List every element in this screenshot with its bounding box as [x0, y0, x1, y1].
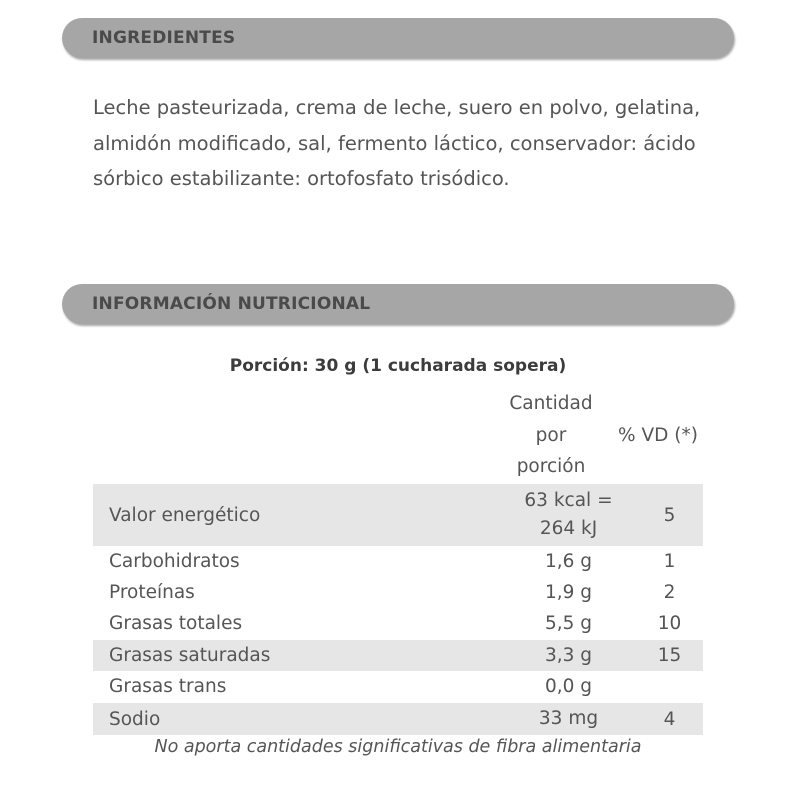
- nutrient-quantity: 0,0 g: [544, 675, 593, 697]
- table-row-saturated-fat: [93, 640, 703, 671]
- nutrient-name: Carbohidratos: [109, 551, 240, 572]
- nutrient-name: Proteínas: [109, 582, 195, 603]
- nutrient-quantity: 1,9 g: [544, 581, 593, 603]
- fiber-footnote: No aporta cantidades significativas de fibra alimentaria: [154, 737, 642, 757]
- table-row-sodium: [93, 703, 703, 735]
- table-row-trans-fat: [93, 671, 703, 702]
- column-header-daily-value: % VD (*): [618, 425, 698, 446]
- nutrient-quantity: 33 mg: [538, 708, 599, 729]
- nutrient-daily-value: 10: [657, 613, 682, 634]
- table-row-carbohydrates: [93, 546, 703, 577]
- column-header-quantity-line3: porción: [516, 456, 586, 477]
- nutrient-name: Grasas trans: [109, 676, 227, 697]
- column-header-quantity-line1: Cantidad: [509, 393, 593, 414]
- nutrient-name: Valor energético: [109, 504, 261, 526]
- nutrient-daily-value: 2: [663, 582, 676, 603]
- nutrient-name: Grasas saturadas: [109, 645, 271, 666]
- column-header-quantity-line2: por: [535, 424, 567, 446]
- portion-size: Porción: 30 g (1 cucharada sopera): [229, 356, 567, 376]
- nutrient-quantity-kj: 264 kJ: [539, 518, 598, 539]
- nutrient-quantity: 5,5 g: [544, 612, 593, 634]
- nutrient-quantity: [501, 487, 636, 543]
- ingredients-header-label: INGREDIENTES: [92, 28, 236, 48]
- nutrient-daily-value: 5: [663, 504, 676, 526]
- ingredients-header: [62, 18, 734, 58]
- column-header-quantity: [488, 388, 614, 483]
- table-row-energy: [93, 484, 703, 546]
- nutrient-name: Grasas totales: [109, 613, 243, 634]
- nutrient-quantity-kcal: 63 kcal =: [524, 490, 613, 511]
- table-row-proteins: [93, 577, 703, 608]
- table-row-total-fat: [93, 608, 703, 639]
- nutrient-daily-value: 15: [657, 645, 682, 666]
- nutrition-header: [62, 284, 734, 324]
- nutrient-quantity: 1,6 g: [544, 550, 593, 572]
- nutrient-quantity: 3,3 g: [544, 644, 593, 666]
- nutrient-daily-value: 4: [663, 708, 676, 730]
- ingredients-text: Leche pasteurizada, crema de leche, suero en polvo, gelatina, almidón modificado, sal, fermento láctico, conservador: ácido sórbico estabilizante: ortofosfato trisódico.: [93, 96, 701, 190]
- nutrient-name: Sodio: [109, 708, 161, 730]
- nutrition-header-label: INFORMACIÓN NUTRICIONAL: [92, 294, 371, 314]
- nutrient-daily-value: 1: [663, 551, 676, 572]
